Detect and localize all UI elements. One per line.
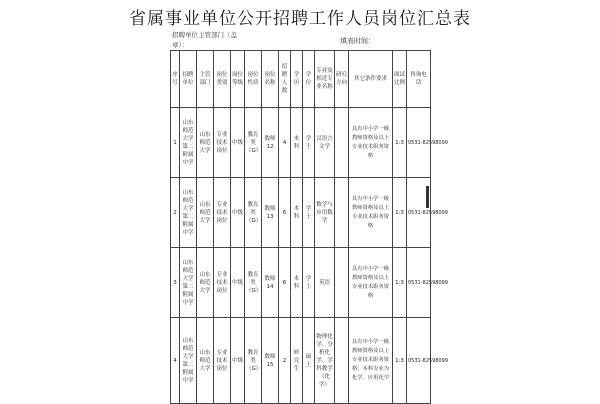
document-title: 省属事业单位公开招聘工作人员岗位汇总表 [129,9,471,29]
cell-name: 数师14 [262,248,279,318]
cell-no: 3 [171,248,180,318]
cell-education: 本科 [291,248,303,318]
cell-phone: 0531-82598099 [407,248,431,318]
cell-direction [335,248,349,318]
cell-nature: 教育类（G） [245,318,262,404]
cell-name: 数师12 [262,108,279,178]
cell-requirements: 具有中小学一级教师资格及以上专业技术职务资格 [349,178,393,248]
cell-education: 本科 [291,178,303,248]
cell-unit: 山东师范大学第二附属中学 [180,318,197,404]
cell-degree: 学士 [303,108,315,178]
cell-dept: 山东师范大学 [197,248,214,318]
cell-requirements: 具有中小学一级教师资格及以上专业技术职务资格 [349,248,393,318]
cell-unit: 山东师范大学第二附属中学 [180,178,197,248]
cell-major: 英语 [315,248,335,318]
cell-nature: 教育类（G） [245,108,262,178]
cell-direction [335,318,349,404]
cell-no: 2 [171,178,180,248]
cell-dept: 山东师范大学 [197,178,214,248]
header-cell: 学位 [303,51,315,108]
cell-level: 中级 [231,108,245,178]
cell-no: 4 [171,318,180,404]
table-row [171,318,431,404]
cell-dept: 山东师范大学 [197,108,214,178]
cell-major: 物理化学、分析化学、学科教学（化学） [315,318,335,404]
header-cell: 学历 [291,51,303,108]
header-cell: 其它条件要求 [349,51,393,108]
cell-category: 专业技术岗位 [214,178,231,248]
table-row [171,178,431,248]
page-edge-mark [426,186,429,208]
cell-direction [335,108,349,178]
cell-unit: 山东师范大学第二附属中学 [180,108,197,178]
cell-nature: 教育类（G） [245,248,262,318]
cell-education: 本科 [291,108,303,178]
positions-table [170,50,448,404]
header-cell: 研究方向 [335,51,349,108]
header-cell: 主管部门 [197,51,214,108]
cell-count: 4 [279,108,291,178]
cell-name: 数师15 [262,318,279,404]
table-header-row [171,51,431,108]
cell-category: 专业技术岗位 [214,248,231,318]
header-cell: 咨询电话 [407,51,431,108]
header-cell: 岗位性质 [245,51,262,108]
table-row [171,108,431,178]
cell-category: 专业技术岗位 [214,108,231,178]
cell-requirements: 具有中小学一级教师资格及以上专业技术职务资格；本科专业为化学、应用化学 [349,318,393,404]
cell-phone: 0531-82598099 [407,108,431,178]
cell-level: 中级 [231,178,245,248]
cell-phone: 0531-82598099 [407,318,431,404]
cell-degree: 硕士 [303,318,315,404]
cell-direction [335,178,349,248]
cell-degree: 学士 [303,248,315,318]
cell-ratio: 1:3 [393,108,407,178]
header-cell: 面试比例 [393,51,407,108]
header-cell: 岗位名称 [262,51,279,108]
table-row [171,248,431,318]
header-cell: 专业及相近专业名称 [315,51,335,108]
header-cell: 招聘单位 [180,51,197,108]
cell-count: 6 [279,178,291,248]
fill-time-label: 填表时间： [340,37,375,45]
header-cell: 序号 [171,51,180,108]
cell-major: 数学与应用数学 [315,178,335,248]
cell-level: 中级 [231,318,245,404]
header-cell: 招聘人数 [279,51,291,108]
cell-name: 数师13 [262,178,279,248]
cell-dept: 山东师范大学 [197,318,214,404]
cell-degree: 学士 [303,178,315,248]
cell-ratio: 1:3 [393,178,407,248]
cell-phone: 0531-82598099 [407,178,431,248]
cell-unit: 山东师范大学第二附属中学 [180,248,197,318]
header-cell: 岗位等级 [231,51,245,108]
cell-no: 1 [171,108,180,178]
cell-count: 6 [279,248,291,318]
cell-ratio: 1:3 [393,318,407,404]
cell-education: 研究生 [291,318,303,404]
cell-requirements: 具有中小学一级教师资格及以上专业技术职务资格 [349,108,393,178]
cell-level: 中级 [231,248,245,318]
cell-count: 2 [279,318,291,404]
cell-category: 专业技术岗位 [214,318,231,404]
cell-ratio: 1:3 [393,248,407,318]
dept-label: 招聘单位主管部门（盖章）： [172,31,237,49]
cell-major: 汉语言文学 [315,108,335,178]
cell-nature: 教育类（G） [245,178,262,248]
header-cell: 岗位类别 [214,51,231,108]
